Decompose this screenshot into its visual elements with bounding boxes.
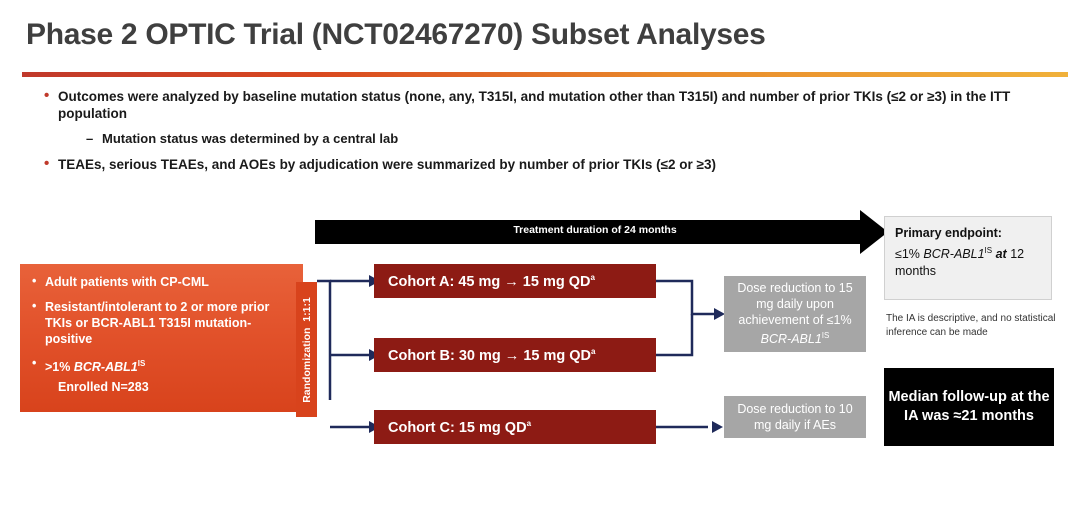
- cohort-b-label: Cohort B: 30 mg → 15 mg $QD^a$: [388, 346, 596, 364]
- population-box: [20, 264, 303, 412]
- cohort-c-box: [374, 410, 656, 444]
- enrolled-count: Enrolled N=283: [58, 380, 149, 395]
- treatment-duration-label: Treatment duration of 24 months: [513, 224, 677, 236]
- population-item: • Adult patients with CP-CML: [32, 274, 293, 290]
- population-item: • Resistant/intolerant to 2 or more prior TKIs or BCR-ABL1 T315I mutation-positive: [32, 299, 293, 347]
- dose-reduction-box-1: Dose reduction to 15 mg daily upon achievement of ≤1% BCR-$ABL1^{IS}$: [724, 276, 866, 352]
- bullet-list: [44, 88, 1034, 181]
- cohort-c-label: Cohort C: 15 mg $QD^a$: [388, 418, 532, 436]
- primary-endpoint-box: [884, 216, 1052, 300]
- cohort-a-box: [374, 264, 656, 298]
- randomization-label: Randomization 1:1:1: [300, 296, 313, 403]
- cohort-a-label: Cohort A: 45 mg → 15 mg $QD^a$: [388, 272, 595, 290]
- primary-endpoint-note: The IA is descriptive, and no statistical inference can be made: [886, 313, 1056, 338]
- primary-endpoint-title: Primary endpoint:: [895, 226, 1002, 240]
- trial-design-diagram: [0, 200, 1080, 506]
- cohort-b-box: [374, 338, 656, 372]
- sub-bullet-item: – Mutation status was determined by a central lab: [86, 130, 1034, 147]
- title-divider: [22, 72, 1068, 77]
- dose-reduction-box-2: Dose reduction to 10 mg daily if AEs: [724, 396, 866, 438]
- median-followup-box: Median follow-up at the IA was ≈21 months: [884, 368, 1054, 446]
- population-item: • >1% BCR-$ABL1^{IS}$: [32, 356, 293, 375]
- page-title: Phase 2 OPTIC Trial (NCT02467270) Subset Analyses: [26, 18, 766, 51]
- primary-endpoint-text: ≤1% BCR-$ABL1^{IS}$ at 12 months: [895, 246, 1025, 279]
- randomization-strip: [296, 282, 317, 417]
- bullet-item: • TEAEs, serious TEAEs, and AOEs by adjudication were summarized by number of prior TKIs (≤2 or ≥3): [44, 156, 1034, 173]
- bullet-item: • Outcomes were analyzed by baseline mutation status (none, any, T315I, and mutation other than T315I) and number of prior TKIs (≤2 or ≥3) in the ITT population: [44, 88, 1034, 122]
